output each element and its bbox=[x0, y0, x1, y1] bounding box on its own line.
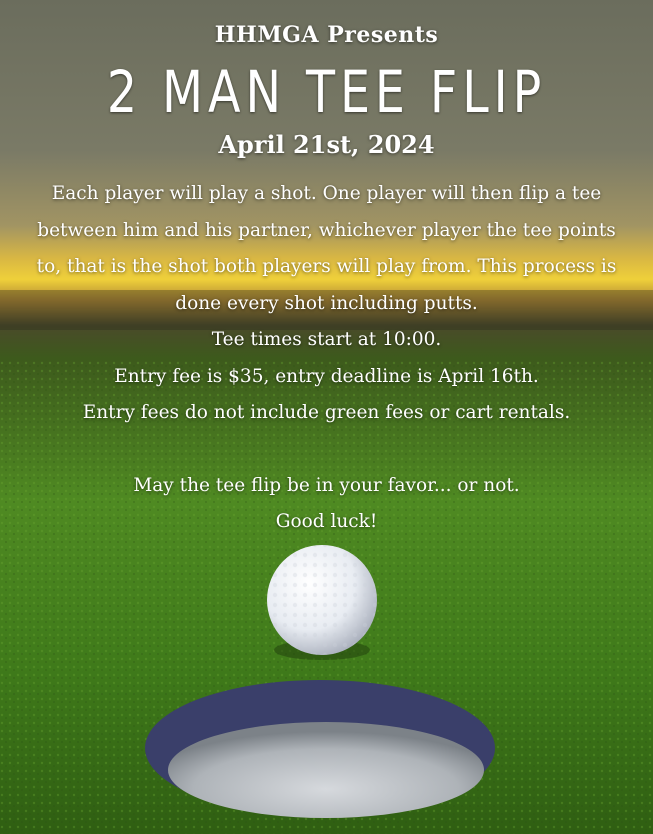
presenter-line: HHMGA Presents bbox=[214, 22, 439, 48]
tee-times-text: Tee times start at 10:00. bbox=[211, 329, 442, 350]
entry-fee-text: Entry fee is $35, entry deadline is April 16th. bbox=[114, 365, 539, 387]
hole-inside bbox=[168, 722, 484, 818]
sign-off-text: Good luck! bbox=[275, 511, 378, 532]
closing-text: May the tee flip be in your favor... or not. bbox=[133, 474, 520, 496]
event-date: April 21st, 2024 bbox=[218, 130, 435, 159]
event-description bbox=[34, 176, 619, 541]
rules-text: Each player will play a shot. One player will then flip a tee between him and his partner, whichever player the tee points to, that is the shot both players will play from. This process is done every shot including putts. bbox=[36, 183, 617, 314]
event-title: 2 MAN TEE FLIP bbox=[106, 58, 547, 126]
fees-note-text: Entry fees do not include green fees or cart rentals. bbox=[82, 402, 571, 423]
